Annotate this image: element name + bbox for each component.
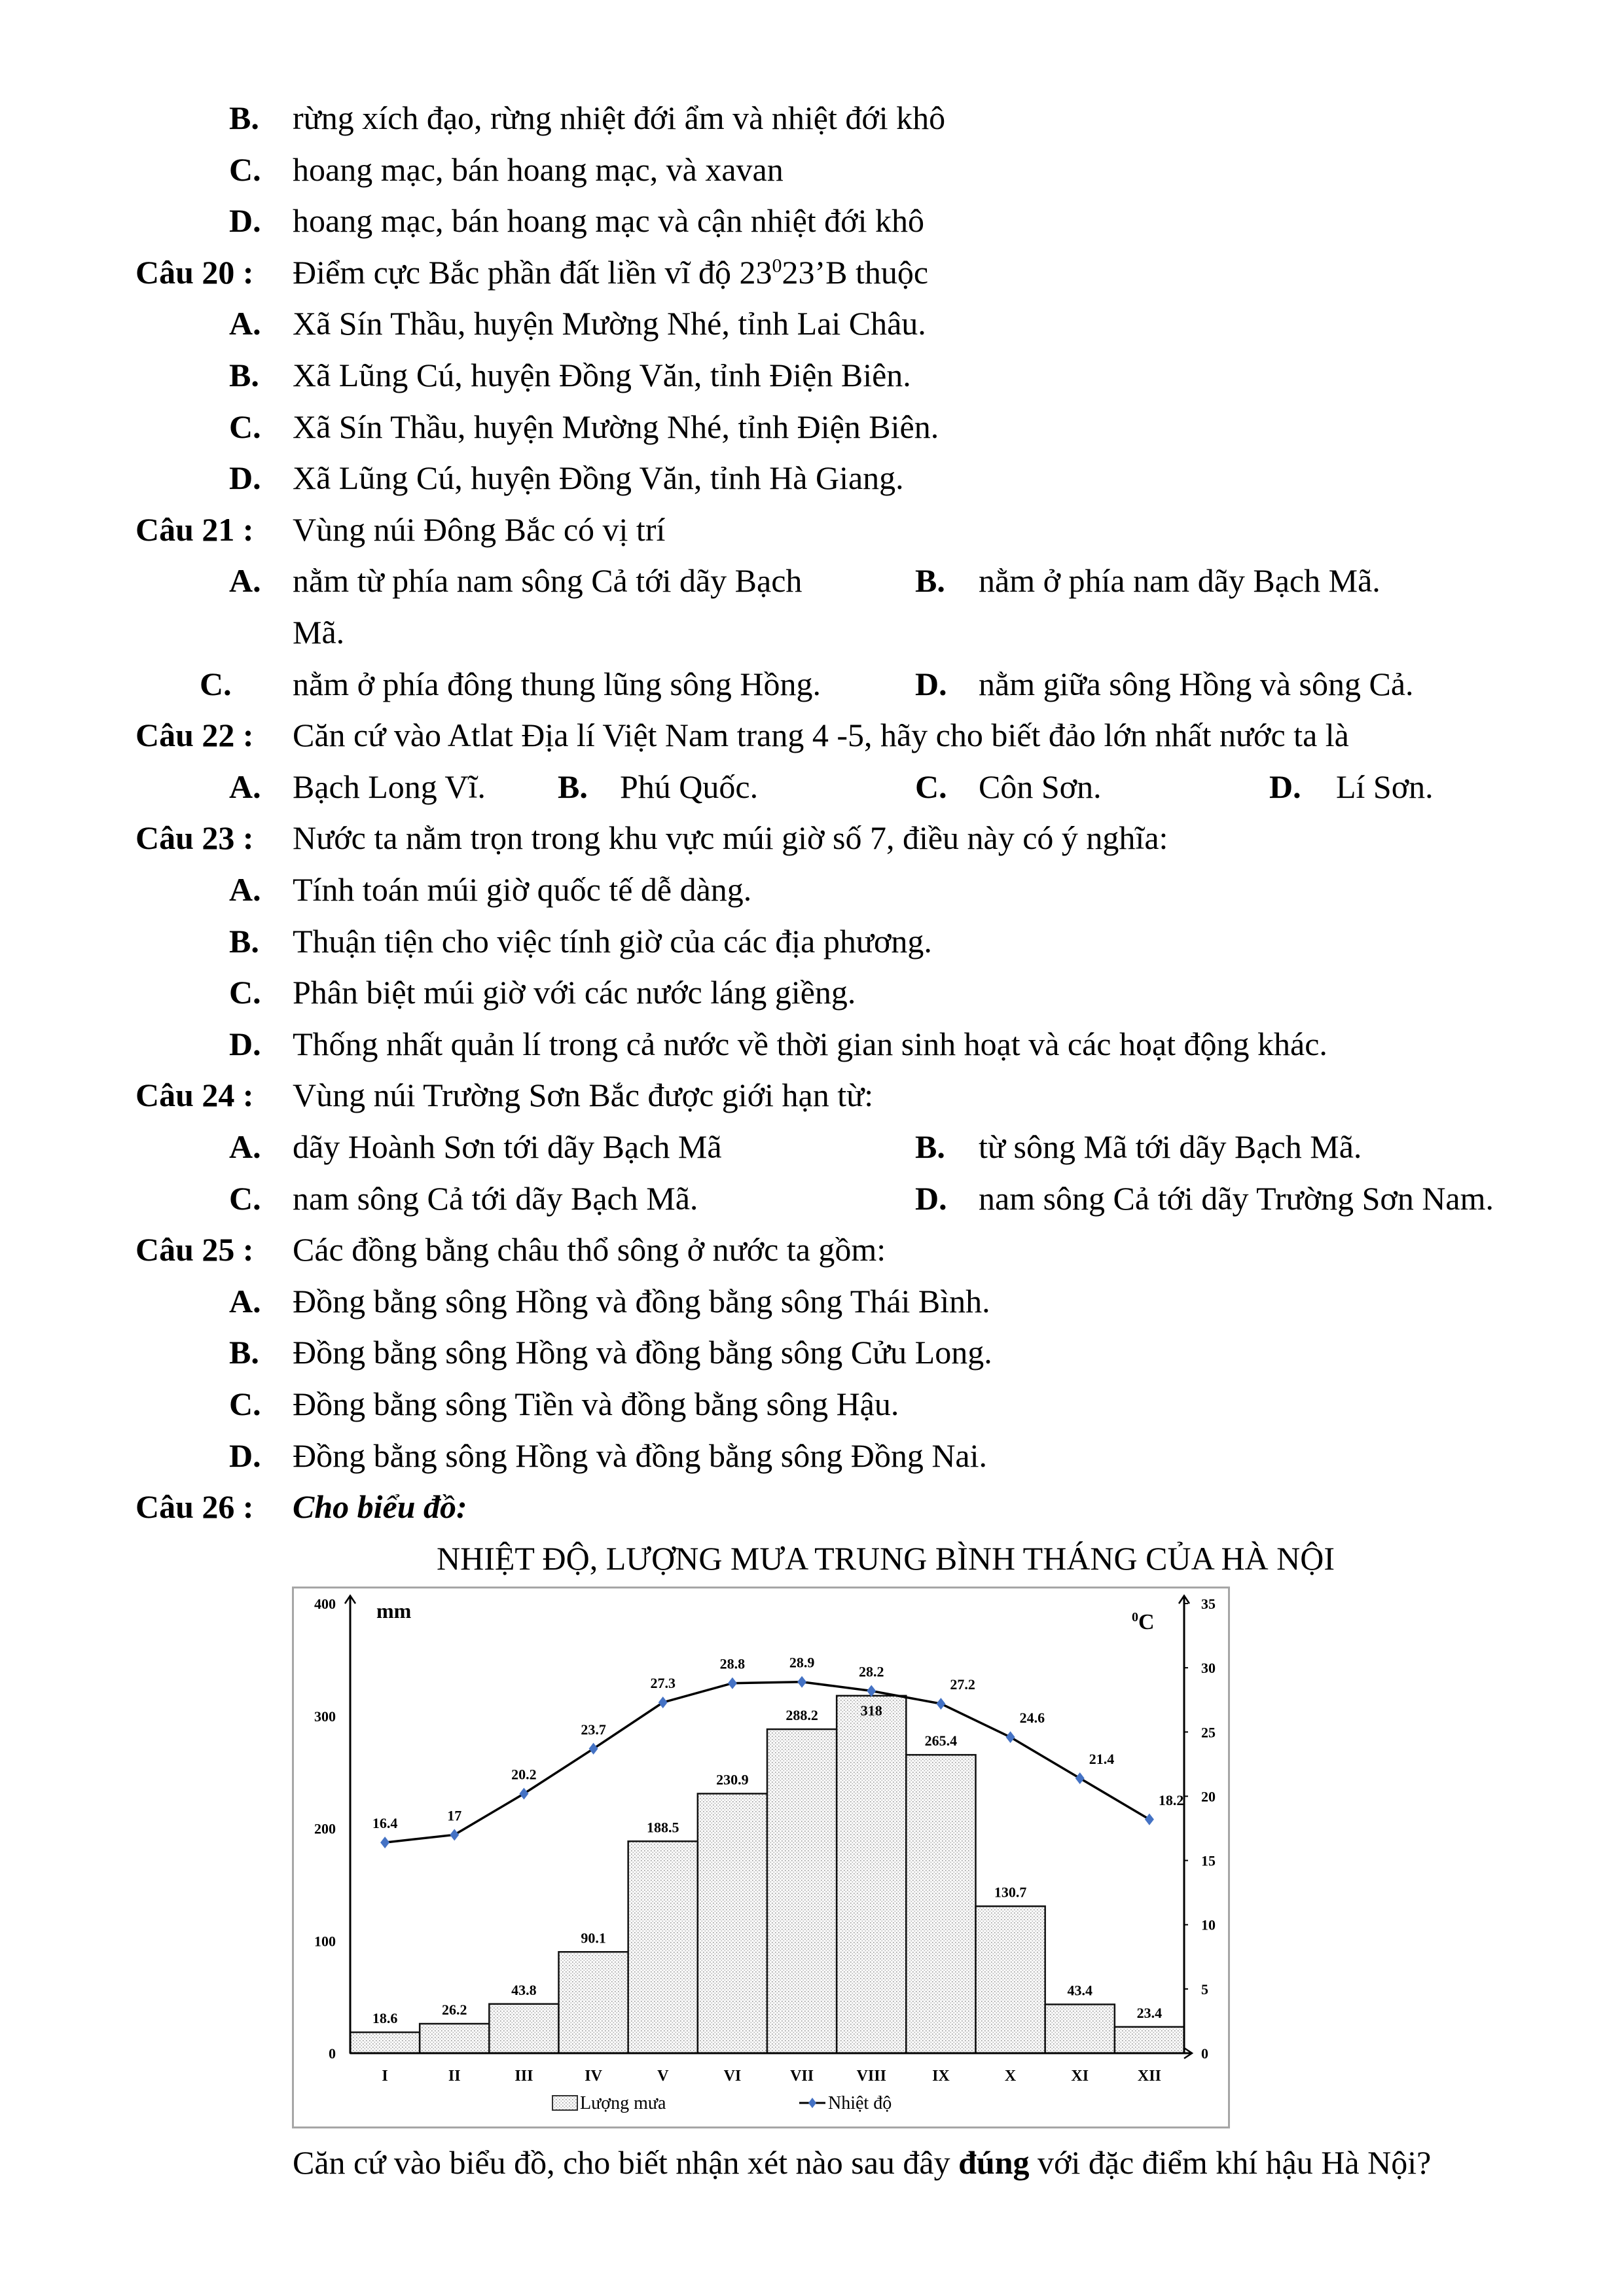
question-text: Các đồng bằng châu thổ sông ở nước ta gồm:: [293, 1231, 886, 1268]
option-text: Xã Sín Thầu, huyện Mường Nhé, tỉnh Lai Châu.: [293, 305, 926, 342]
option-text: dãy Hoành Sơn tới dãy Bạch Mã: [293, 1128, 722, 1165]
option-text: nằm giữa sông Hồng và sông Cả.: [979, 665, 1414, 702]
x-tick-label: IX: [932, 2068, 950, 2085]
option-line: [0, 611, 1624, 653]
x-tick-label: XII: [1137, 2068, 1161, 2085]
temperature-data-label: 23.7: [581, 1721, 606, 1738]
question-25: [0, 1229, 1624, 1270]
option-line: [0, 663, 1624, 705]
question-text: Nước ta nằm trọn trong khu vực múi giờ số 7, điều này có ý nghĩa:: [293, 819, 1168, 857]
question-label: Câu 21 :: [135, 511, 254, 548]
rain-data-label: 188.5: [647, 1819, 679, 1836]
right-tick-label: 10: [1201, 1916, 1216, 1933]
rain-data-label: 23.4: [1136, 2004, 1163, 2021]
option-letter: A.: [229, 871, 261, 908]
option-text: Thuận tiện cho việc tính giờ của các địa phương.: [293, 922, 932, 960]
option-line: [0, 920, 1624, 962]
temperature-marker: [728, 1677, 737, 1689]
rain-data-label: 18.6: [372, 2010, 398, 2027]
option-text: Thống nhất quản lí trong cả nước về thời gian sinh hoạt và các hoạt động khác.: [293, 1025, 1327, 1062]
option-letter: B.: [229, 99, 259, 136]
option-line: [0, 200, 1624, 242]
temperature-data-label: 27.3: [650, 1675, 676, 1692]
question-24: [0, 1074, 1624, 1116]
option-letter: C.: [200, 665, 232, 702]
x-tick-label: IV: [585, 2068, 602, 2085]
option-text: Côn Sơn.: [979, 768, 1102, 805]
option-line: [0, 869, 1624, 910]
left-tick-label: 100: [314, 1933, 336, 1950]
prompt-text: Căn cứ vào biểu đồ, cho biết nhận xét nào sau đây: [293, 2144, 959, 2181]
question-20: [0, 251, 1624, 293]
left-tick-label: 200: [314, 1820, 336, 1837]
option-letter: A.: [229, 768, 261, 805]
option-text: Đồng bằng sông Hồng và đồng bằng sông Thái Bình.: [293, 1282, 990, 1319]
rain-bar: [420, 2024, 489, 2053]
prompt-text: với đặc điểm khí hậu Hà Nội?: [1029, 2144, 1432, 2181]
option-text: nằm từ phía nam sông Cả tới dãy Bạch: [293, 562, 803, 600]
question-text: [293, 251, 928, 293]
rain-bar: [698, 1793, 767, 2053]
left-tick-label: 400: [314, 1596, 336, 1612]
option-letter: D.: [229, 1025, 261, 1062]
option-line: [0, 1383, 1624, 1425]
option-text: Phân biệt múi giờ với các nước láng giềng.: [293, 974, 856, 1011]
option-line: [0, 457, 1624, 499]
x-tick-label: XI: [1071, 2068, 1089, 2085]
temperature-data-label: 18.2: [1158, 1791, 1184, 1808]
option-letter: B.: [915, 562, 945, 600]
option-text: Xã Lũng Cú, huyện Đồng Văn, tỉnh Điện Biên.: [293, 357, 911, 393]
option-letter: B.: [558, 768, 588, 805]
option-line: [0, 97, 1624, 139]
right-tick-label: 15: [1201, 1852, 1216, 1869]
rain-data-label: 265.4: [924, 1732, 958, 1749]
rain-data-label: 130.7: [994, 1884, 1027, 1901]
temperature-marker: [659, 1696, 668, 1708]
legend-temperature-marker: [808, 2098, 816, 2108]
right-tick-label: 0: [1201, 2045, 1208, 2062]
left-tick-label: 0: [329, 2045, 336, 2062]
option-line: [0, 1435, 1624, 1477]
question-26: [0, 1486, 1624, 1528]
option-letter: B.: [229, 357, 259, 393]
legend-temperature-label: Nhiệt độ: [828, 2093, 892, 2113]
rain-data-label: 43.8: [511, 1981, 537, 1998]
question-22: [0, 714, 1624, 756]
option-line: [0, 149, 1624, 190]
x-tick-label: VIII: [856, 2068, 886, 2085]
option-text: rừng xích đạo, rừng nhiệt đới ẩm và nhiệt đới khô: [293, 99, 946, 136]
option-letter: D.: [229, 459, 261, 497]
question-text: Cho biểu đồ:: [293, 1488, 467, 1526]
option-letter: A.: [229, 305, 261, 342]
rain-bar: [628, 1841, 698, 2053]
option-letter: B.: [229, 922, 259, 960]
chart-svg: [294, 1588, 1228, 2126]
option-text: nằm ở phía nam dãy Bạch Mã.: [979, 562, 1380, 600]
temperature-data-label: 16.4: [372, 1815, 398, 1832]
option-line: [0, 560, 1624, 601]
option-letter: C.: [229, 151, 261, 188]
chart-title: NHIỆT ĐỘ, LƯỢNG MƯA TRUNG BÌNH THÁNG CỦA HÀ NỘI: [437, 1539, 1335, 1577]
rain-data-label: 90.1: [581, 1929, 606, 1946]
option-letter: B.: [229, 1334, 259, 1371]
option-letter: C.: [229, 408, 261, 445]
option-text: hoang mạc, bán hoang mạc và cận nhiệt đới khô: [293, 202, 925, 240]
right-tick-label: 20: [1201, 1788, 1216, 1805]
temperature-marker: [519, 1788, 528, 1800]
question-label: Câu 22 :: [135, 717, 254, 754]
x-tick-label: X: [1004, 2068, 1017, 2085]
option-text: Xã Sín Thầu, huyện Mường Nhé, tỉnh Điện Biên.: [293, 408, 939, 445]
option-line: [0, 971, 1624, 1013]
question-text: Căn cứ vào Atlat Địa lí Việt Nam trang 4 -5, hãy cho biết đảo lớn nhất nước ta là: [293, 717, 1349, 754]
right-tick-label: 30: [1201, 1660, 1216, 1677]
temperature-marker: [1145, 1814, 1154, 1825]
x-tick-label: III: [514, 2068, 533, 2085]
option-text: từ sông Mã tới dãy Bạch Mã.: [979, 1128, 1362, 1165]
temperature-marker: [1075, 1772, 1085, 1784]
temperature-marker: [450, 1829, 459, 1840]
option-letter: C.: [229, 974, 261, 1011]
degree-sup: 0: [772, 255, 782, 277]
temperature-data-label: 28.9: [789, 1654, 815, 1671]
option-text: Bạch Long Vĩ.: [293, 768, 486, 805]
option-line: [0, 354, 1624, 396]
option-letter: A.: [229, 562, 261, 600]
temperature-data-label: 27.2: [950, 1676, 975, 1693]
option-letter: D.: [915, 665, 947, 702]
option-line: [0, 1126, 1624, 1168]
x-tick-label: VII: [790, 2068, 814, 2085]
option-letter: D.: [229, 1437, 261, 1474]
rain-bar: [1115, 2027, 1184, 2053]
option-letter: D.: [915, 1179, 947, 1217]
question-label: Câu 26 :: [135, 1488, 254, 1526]
legend-rain-label: Lượng mưa: [580, 2093, 666, 2113]
option-line: [0, 1177, 1624, 1219]
celsius-label: C: [1138, 1610, 1155, 1634]
option-letter: C.: [915, 768, 947, 805]
temperature-data-label: 28.8: [719, 1655, 746, 1672]
rain-bar: [837, 1696, 906, 2053]
question-label: Câu 23 :: [135, 819, 254, 857]
option-text: nam sông Cả tới dãy Bạch Mã.: [293, 1179, 698, 1217]
right-tick-label: 25: [1201, 1724, 1216, 1741]
temperature-marker: [936, 1698, 945, 1710]
option-text: Lí Sơn.: [1336, 768, 1434, 805]
option-text: Phú Quốc.: [620, 768, 759, 805]
right-tick-label: 35: [1201, 1596, 1216, 1612]
option-text: Mã.: [293, 614, 345, 651]
rain-data-label: 230.9: [716, 1771, 749, 1788]
rain-data-label: 26.2: [442, 2001, 467, 2018]
rain-bar: [1045, 2004, 1115, 2053]
rain-bar: [767, 1729, 837, 2053]
temperature-marker: [1006, 1731, 1015, 1743]
legend-rain-swatch: [552, 2096, 577, 2110]
question-26-prompt: [293, 2142, 1431, 2183]
option-text: Tính toán múi giờ quốc tế dễ dàng.: [293, 871, 752, 908]
option-line: [0, 766, 1624, 808]
rain-bar: [350, 2032, 420, 2053]
right-tick-label: 5: [1201, 1981, 1208, 1998]
left-tick-label: 300: [314, 1708, 336, 1725]
chart: [292, 1587, 1230, 2128]
question-text: Vùng núi Đông Bắc có vị trí: [293, 511, 666, 548]
question-label: Câu 20 :: [135, 253, 254, 291]
rain-bar: [976, 1907, 1045, 2053]
option-text: Đồng bằng sông Hồng và đồng bằng sông Đồng Nai.: [293, 1437, 988, 1474]
rain-bar: [906, 1755, 975, 2053]
option-text: nằm ở phía đông thung lũng sông Hồng.: [293, 665, 821, 702]
option-line: [0, 1280, 1624, 1322]
option-text: Đồng bằng sông Hồng và đồng bằng sông Cửu Long.: [293, 1334, 992, 1371]
question-23: [0, 817, 1624, 859]
option-letter: D.: [1269, 768, 1301, 805]
prompt-emphasis: đúng: [958, 2144, 1030, 2181]
option-line: [0, 1023, 1624, 1065]
option-line: [0, 406, 1624, 448]
question-text: Vùng núi Trường Sơn Bắc được giới hạn từ:: [293, 1077, 874, 1114]
x-tick-label: V: [657, 2068, 669, 2085]
rain-data-label: 288.2: [785, 1707, 818, 1724]
temperature-marker: [589, 1743, 598, 1755]
question-label: Câu 25 :: [135, 1231, 254, 1268]
option-text: hoang mạc, bán hoang mạc, và xavan: [293, 151, 784, 188]
temperature-data-label: 24.6: [1019, 1710, 1045, 1727]
left-axis-unit: mm: [376, 1599, 412, 1623]
option-letter: B.: [915, 1128, 945, 1165]
rain-data-label: 43.4: [1067, 1982, 1092, 1999]
temperature-marker: [380, 1837, 389, 1848]
option-line: [0, 302, 1624, 344]
temperature-data-label: 21.4: [1089, 1750, 1115, 1767]
temperature-data-label: 28.2: [859, 1663, 884, 1680]
x-tick-label: VI: [723, 2068, 742, 2085]
question-text-part: 23’B thuộc: [782, 253, 929, 291]
question-21: [0, 509, 1624, 550]
option-line: [0, 1331, 1624, 1373]
option-letter: C.: [229, 1179, 261, 1217]
temperature-data-label: 17: [447, 1807, 462, 1824]
question-text-part: Điểm cực Bắc phần đất liền vĩ độ 23: [293, 253, 772, 291]
temperature-marker: [797, 1676, 806, 1688]
x-tick-label: I: [382, 2068, 388, 2085]
option-text: nam sông Cả tới dãy Trường Sơn Nam.: [979, 1179, 1494, 1217]
rain-bar: [559, 1952, 628, 2053]
degree-sup: 0: [1132, 1610, 1138, 1624]
option-letter: A.: [229, 1128, 261, 1165]
rain-data-label: 318: [860, 1702, 882, 1719]
option-text: Xã Lũng Cú, huyện Đồng Văn, tỉnh Hà Giang.: [293, 459, 904, 497]
option-letter: A.: [229, 1282, 261, 1319]
temperature-data-label: 20.2: [511, 1766, 537, 1783]
right-axis-unit: [1132, 1610, 1155, 1634]
x-tick-label: II: [448, 2068, 461, 2085]
option-letter: C.: [229, 1386, 261, 1422]
question-label: Câu 24 :: [135, 1077, 254, 1114]
rain-bar: [489, 2004, 558, 2053]
option-letter: D.: [229, 202, 261, 240]
option-text: Đồng bằng sông Tiền và đồng bằng sông Hậu.: [293, 1386, 899, 1422]
